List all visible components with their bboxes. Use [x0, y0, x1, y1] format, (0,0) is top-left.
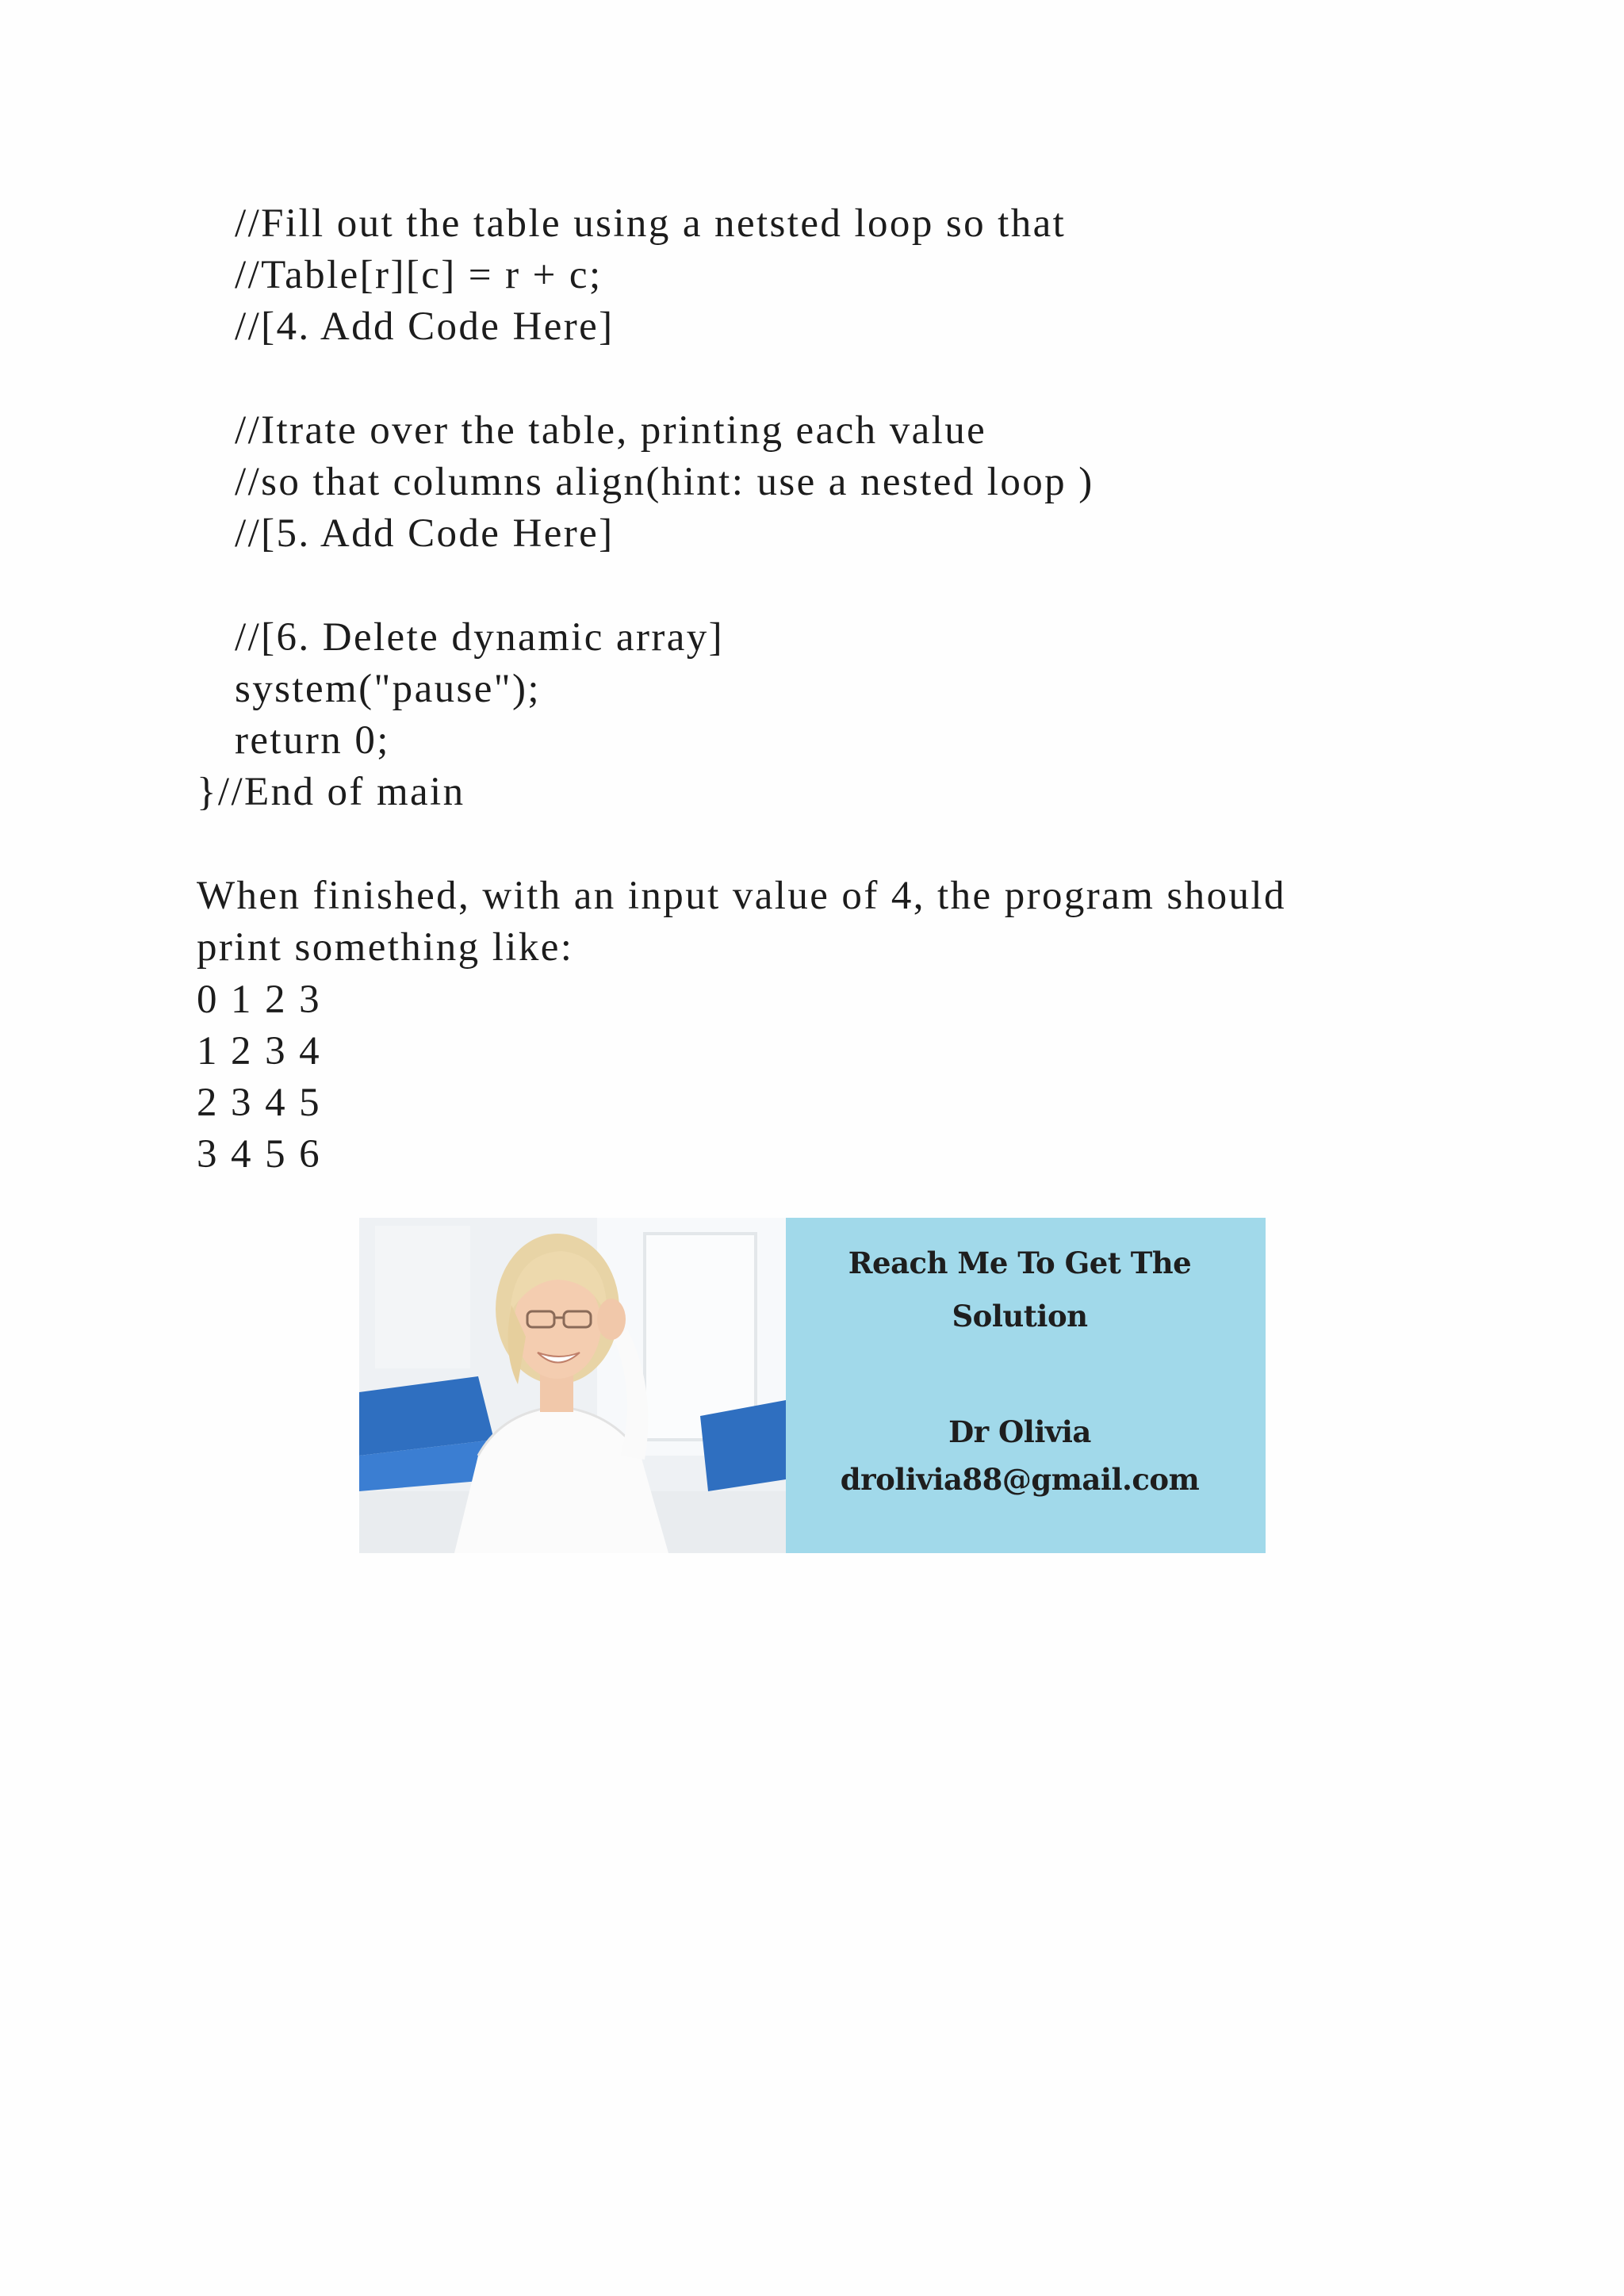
banner-contact-name: Dr Olivia [948, 1414, 1091, 1449]
output-row-3: 3 4 5 6 [197, 1132, 322, 1177]
code-line-table-formula: //Table[r][c] = r + c; [235, 253, 603, 297]
code-line-add-code-4: //[4. Add Code Here] [235, 304, 615, 349]
output-row-1: 1 2 3 4 [197, 1029, 322, 1073]
banner-contact-email: drolivia88@gmail.com [840, 1462, 1200, 1497]
paragraph-line-2: print something like: [197, 925, 574, 970]
banner-info-panel [786, 1218, 1266, 1553]
code-line-return: return 0; [235, 718, 390, 763]
code-line-iterate-table: //Itrate over the table, printing each value [235, 408, 987, 453]
woman-with-glasses-illustration [359, 1218, 786, 1553]
code-line-end-main: }//End of main [197, 770, 465, 814]
code-line-fill-table: //Fill out the table using a netsted loop so that [235, 201, 1067, 246]
banner-headline-line-1: Reach Me To Get The [848, 1246, 1192, 1280]
banner-photo [359, 1218, 786, 1553]
output-row-2: 2 3 4 5 [197, 1081, 322, 1125]
paragraph-line-1: When finished, with an input value of 4, the program should [197, 874, 1286, 918]
code-line-columns-align: //so that columns align(hint: use a nested loop ) [235, 460, 1094, 504]
code-line-add-code-5: //[5. Add Code Here] [235, 511, 615, 556]
contact-banner [359, 1218, 1266, 1553]
banner-headline-line-2: Solution [952, 1299, 1088, 1334]
code-line-system-pause: system("pause"); [235, 667, 541, 711]
code-line-delete-array: //[6. Delete dynamic array] [235, 615, 725, 660]
output-row-0: 0 1 2 3 [197, 978, 322, 1022]
